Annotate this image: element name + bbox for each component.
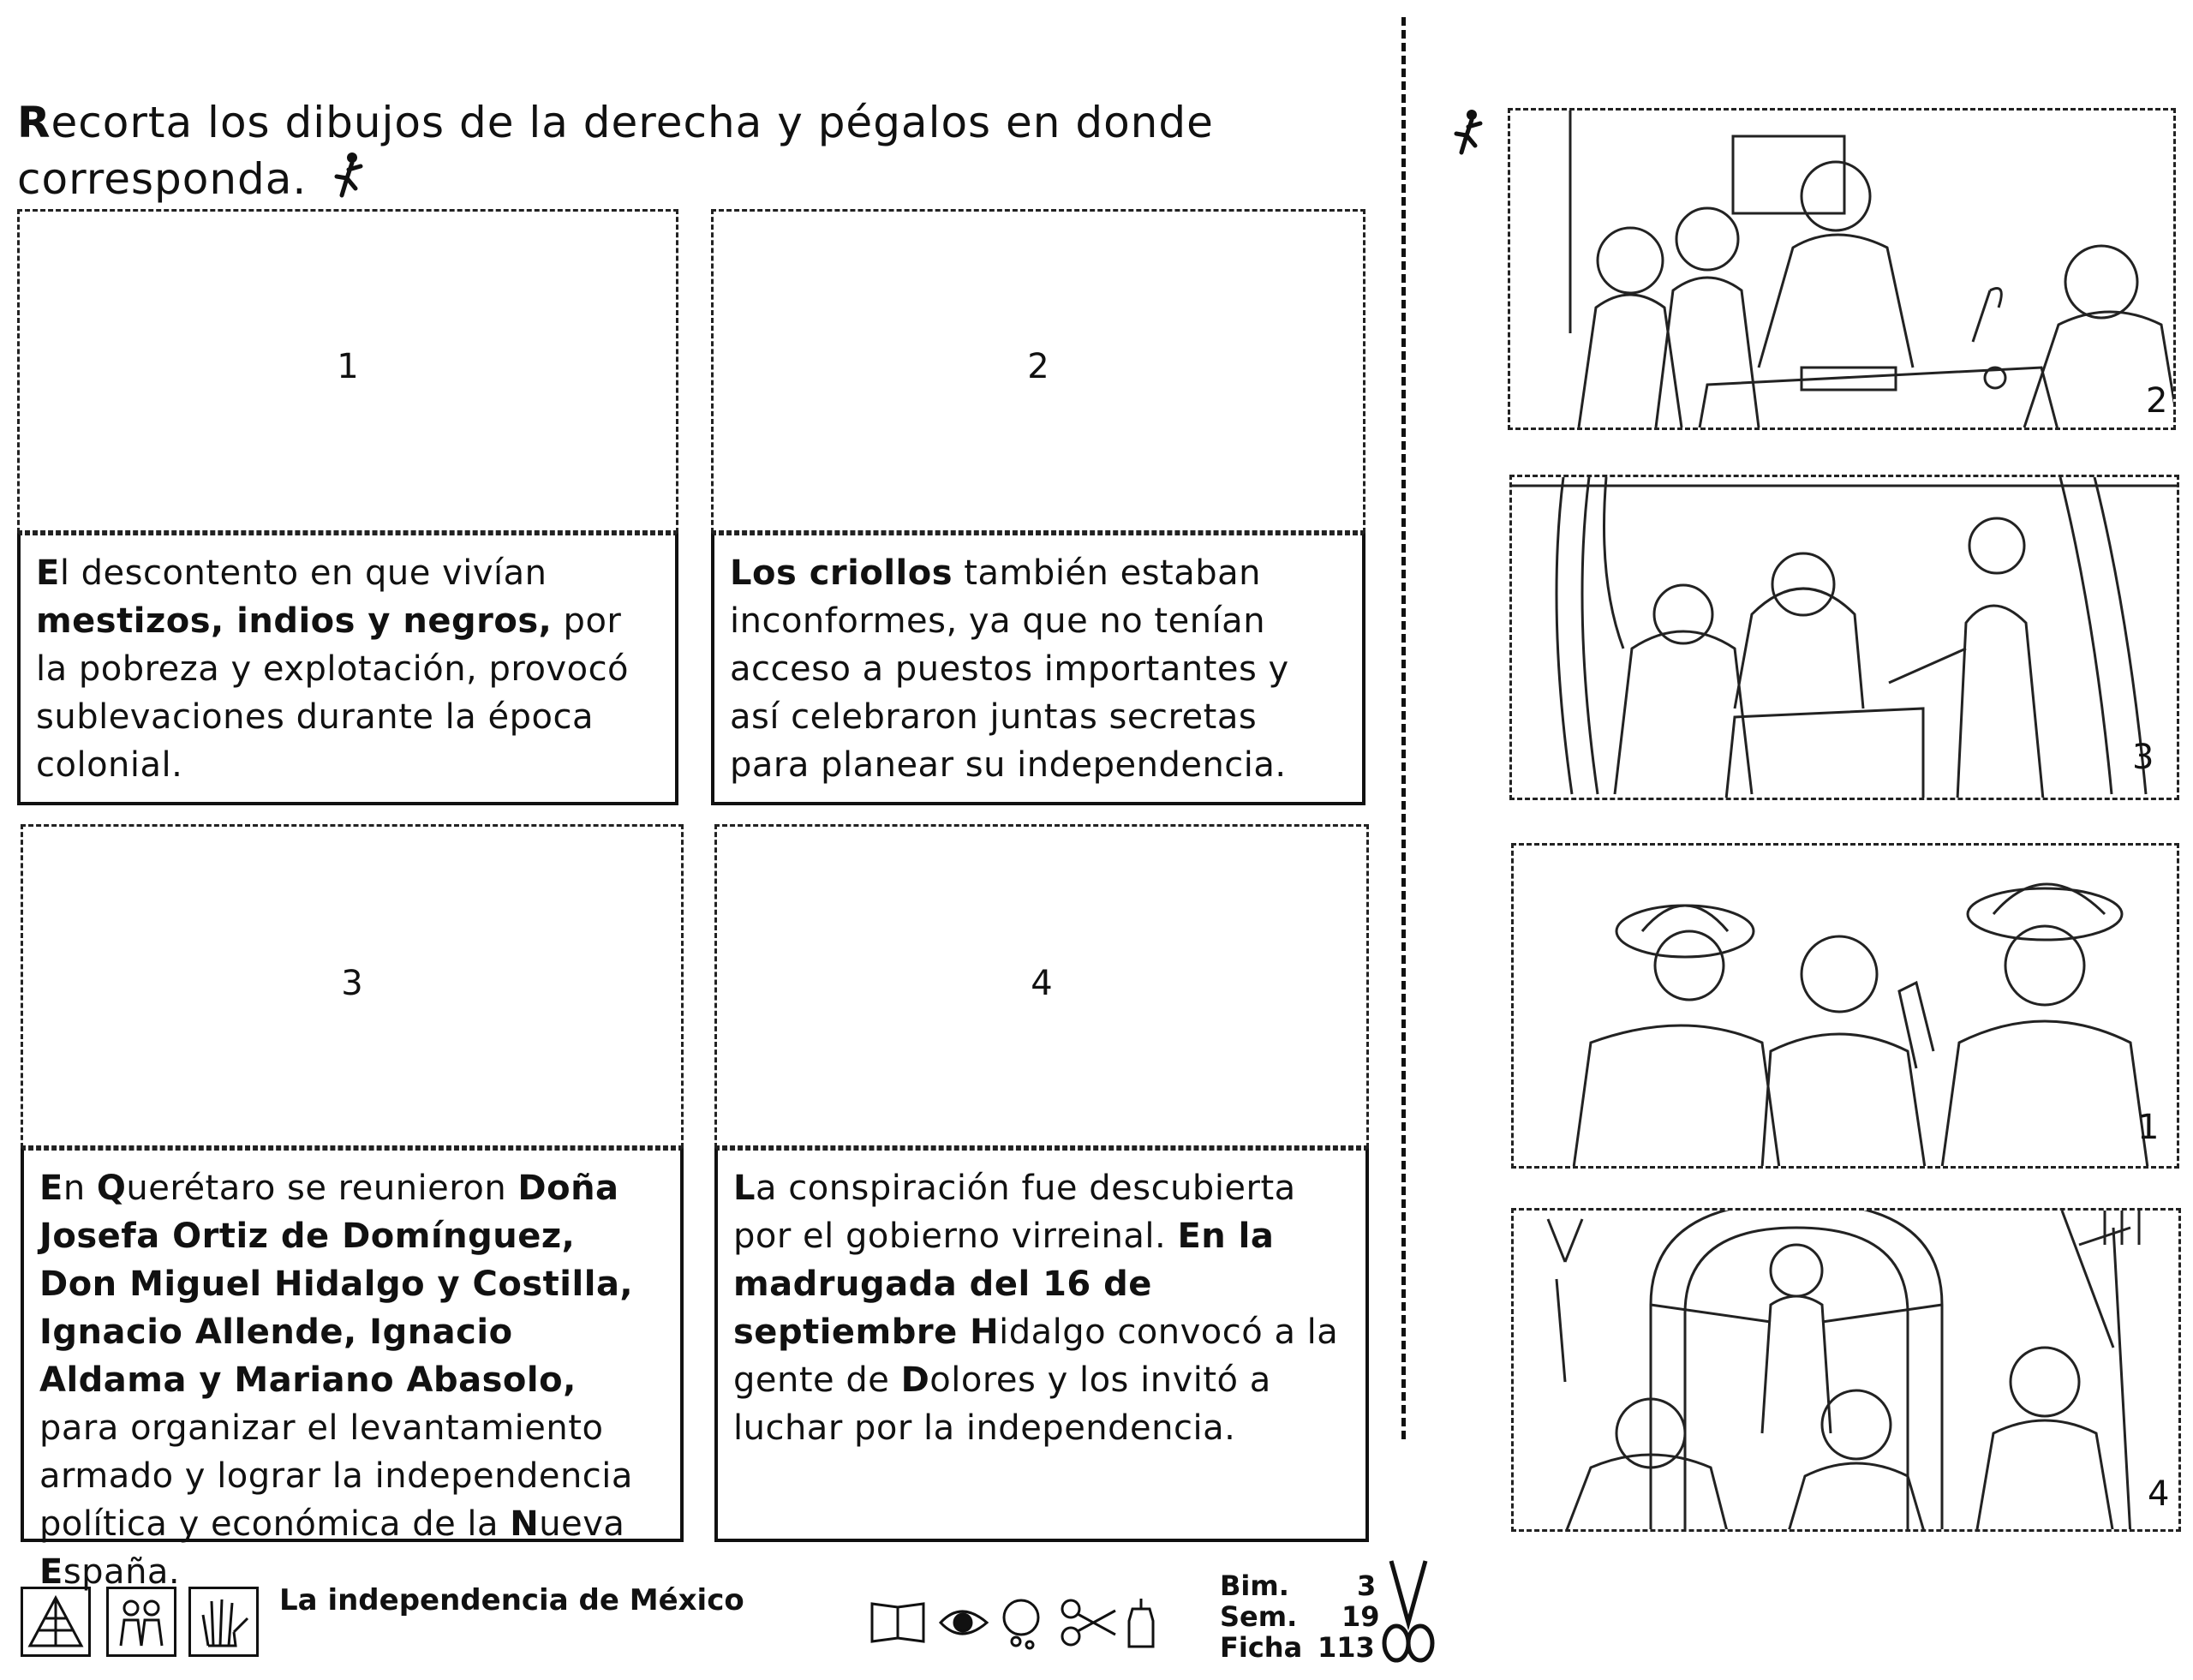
paste-area-2[interactable]: [711, 209, 1365, 533]
instruction-body: ecorta los dibujos de la derecha y pégalos en donde corresponda.: [17, 98, 1214, 204]
paste-area-number: 3: [341, 964, 363, 1003]
paste-area-number: 1: [337, 347, 359, 386]
panel-text-content: El descontento en que vivían mestizos, indios y negros, por la pobreza y explotación, provocó sublevaciones durante la época colonial.: [36, 553, 630, 785]
picture-label: 2: [2146, 381, 2168, 421]
ficha-label: Ficha: [1220, 1631, 1303, 1664]
instruction-text: [17, 94, 1353, 207]
book-icon: [872, 1604, 923, 1641]
paste-area-number: 4: [1031, 964, 1053, 1003]
paste-area-4[interactable]: [714, 824, 1369, 1148]
picture-label: 1: [2137, 1108, 2160, 1147]
panel-text-content: Los criollos también estaban inconformes, ya que no tenían acceso a puestos importantes y así celebraron juntas secretas para planear su independencia.: [730, 553, 1289, 785]
activity-icons: [867, 1592, 1184, 1652]
sem-value: 19: [1341, 1600, 1380, 1633]
workers-illustration: [1514, 846, 2179, 1169]
paste-area-3[interactable]: [21, 824, 684, 1148]
picture-label: 3: [2132, 738, 2154, 777]
cutout-picture-hidalgo[interactable]: [1511, 1208, 2181, 1532]
panel-text-2: [711, 533, 1365, 805]
cutout-picture-meeting[interactable]: [1508, 108, 2176, 430]
panel-text-1: [17, 533, 678, 805]
gathering-illustration: [1512, 477, 2179, 800]
hand-icon: [188, 1587, 259, 1657]
thinking-icon: [1004, 1600, 1038, 1648]
panel-text-content: La conspiración fue descubierta por el gobierno virreinal. En la madrugada del 16 de septiembre Hidalgo convocó a la gente de Dolores y los invitó a luchar por la independencia.: [733, 1169, 1339, 1448]
panel-text-4: [714, 1148, 1369, 1542]
paste-area-1[interactable]: [17, 209, 678, 533]
scissors-icon: [1062, 1600, 1115, 1645]
instruction-initial: R: [17, 98, 51, 147]
people-icon: [106, 1587, 176, 1657]
scissors-icon: [1374, 1554, 1443, 1665]
scissor-figure-icon: [330, 151, 367, 199]
paste-area-number: 2: [1027, 347, 1049, 386]
panel-text-content: En Querétaro se reunieron Doña Josefa Ortiz de Domínguez, Don Miguel Hidalgo y Costilla, Ignacio Allende, Ignacio Aldama y Mariano Abasolo, para organizar el levantamiento armado y lograr la independencia política y económica de la Nueva España.: [39, 1169, 634, 1592]
meeting-illustration: [1510, 111, 2176, 430]
glue-icon: [1129, 1599, 1153, 1647]
cutout-picture-workers[interactable]: [1511, 843, 2179, 1169]
eye-icon: [941, 1611, 987, 1634]
scissor-figure-icon: [1449, 106, 1487, 158]
bim-value: 3: [1357, 1569, 1377, 1602]
bim-label: Bim.: [1220, 1569, 1289, 1602]
cut-line[interactable]: [1401, 17, 1406, 1439]
ficha-value: 113: [1318, 1631, 1375, 1664]
hidalgo-illustration: [1514, 1211, 2181, 1532]
cutout-picture-gathering[interactable]: [1509, 475, 2179, 800]
sem-label: Sem.: [1220, 1600, 1298, 1633]
picture-label: 4: [2148, 1474, 2170, 1514]
pyramid-icon: [21, 1587, 91, 1657]
panel-text-3: [21, 1148, 684, 1592]
footer-title: La independencia de México: [279, 1583, 744, 1617]
